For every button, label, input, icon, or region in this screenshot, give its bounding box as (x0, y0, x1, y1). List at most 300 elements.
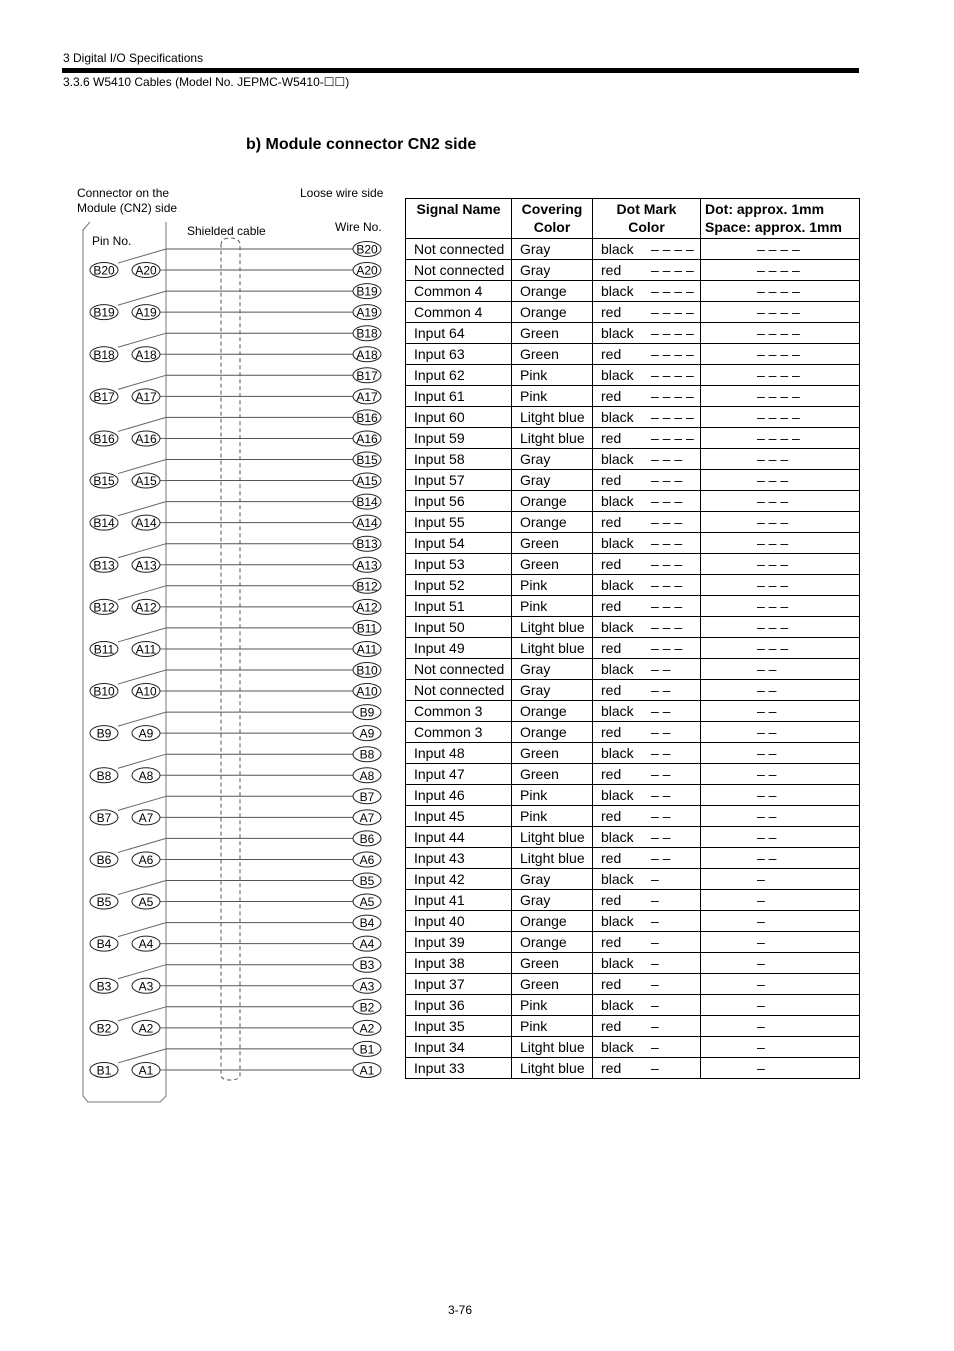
dot-mark-color: black (601, 1039, 634, 1055)
table-row (406, 575, 860, 596)
pin-label-a: A20 (135, 263, 157, 278)
dot-mark-cell (593, 764, 701, 785)
dot-mark-pattern-1: – – (651, 829, 671, 845)
dot-pattern-cell: – – (701, 743, 860, 764)
pin-label-a: A9 (138, 726, 154, 741)
dot-mark-color: black (601, 619, 634, 635)
pin-label-b: B19 (93, 305, 115, 320)
dot-mark-color: red (601, 808, 622, 824)
dot-pattern-cell: – (701, 974, 860, 995)
table-row (406, 533, 860, 554)
dot-mark-color: black (601, 829, 634, 845)
dot-pattern-cell: – – – (701, 617, 860, 638)
wire-number-label: A14 (356, 516, 378, 531)
dot-mark-pattern-1: – – – (651, 472, 683, 488)
dot-pattern-cell: – – – (701, 554, 860, 575)
pin-connect-b (118, 417, 166, 431)
dot-mark-cell (593, 743, 701, 764)
wire-number-label: A19 (356, 305, 378, 320)
wire-number-label: B18 (356, 326, 378, 341)
table-row (406, 722, 860, 743)
table-row (406, 596, 860, 617)
wire-number-label: B1 (359, 1042, 375, 1057)
dot-mark-color: red (601, 976, 622, 992)
signal-name-cell: Input 35 (406, 1016, 512, 1037)
covering-color-cell: Orange (512, 722, 593, 743)
dot-mark-pattern-1: – – (651, 808, 671, 824)
signal-name-cell: Input 58 (406, 449, 512, 470)
wire-number-label: A2 (359, 1021, 375, 1036)
dot-mark-color: black (601, 325, 634, 341)
covering-color-cell: Green (512, 323, 593, 344)
dot-pattern-cell: – (701, 953, 860, 974)
wire-number-label: B17 (356, 368, 378, 383)
covering-color-cell: Orange (512, 281, 593, 302)
dot-mark-cell (593, 1058, 701, 1079)
table-row (406, 281, 860, 302)
dot-mark-color: black (601, 997, 634, 1013)
table-row (406, 638, 860, 659)
dot-pattern-cell: – – – – (701, 428, 860, 449)
pin-label-a: A6 (138, 852, 154, 867)
wire-number-label: B13 (356, 537, 378, 552)
covering-color-cell: Pink (512, 785, 593, 806)
pin-label-b: B9 (96, 726, 112, 741)
dot-mark-cell (593, 617, 701, 638)
dot-mark-pattern-1: – – – – (651, 325, 694, 341)
dot-mark-pattern-1: – – – (651, 619, 683, 635)
wire-number-label: B10 (356, 663, 378, 678)
pin-label-b: B16 (93, 431, 115, 446)
pin-label-b: B12 (93, 600, 115, 615)
covering-color-cell: Pink (512, 1016, 593, 1037)
dot-mark-pattern-1: – – – – (651, 283, 694, 299)
wire-number-label: B19 (356, 284, 378, 299)
table-row (406, 386, 860, 407)
signal-name-cell: Input 50 (406, 617, 512, 638)
signal-name-cell: Common 4 (406, 281, 512, 302)
wire-number-label: A12 (356, 600, 378, 615)
covering-color-cell: Green (512, 764, 593, 785)
wire-number-label: B2 (359, 1000, 375, 1015)
signal-name-cell: Not connected (406, 659, 512, 680)
dot-pattern-cell: – – – (701, 638, 860, 659)
table-row (406, 407, 860, 428)
pin-label-a: A19 (135, 305, 157, 320)
table-body (406, 239, 860, 1079)
dot-mark-cell (593, 932, 701, 953)
dot-mark-color: red (601, 556, 622, 572)
dot-mark-cell (593, 386, 701, 407)
wire-number-label: A10 (356, 684, 378, 699)
wire-number-label: A20 (356, 263, 378, 278)
wire-number-label: B12 (356, 579, 378, 594)
dot-pattern-cell: – – – – (701, 281, 860, 302)
wire-number-label: A15 (356, 474, 378, 489)
dot-mark-color: red (601, 682, 622, 698)
dot-mark-color: black (601, 367, 634, 383)
dot-mark-pattern-1: – – – – (651, 241, 694, 257)
table-row (406, 659, 860, 680)
dot-mark-color: red (601, 892, 622, 908)
covering-color-cell: Litght blue (512, 617, 593, 638)
pin-connect-b (118, 923, 166, 937)
signal-name-cell: Input 55 (406, 512, 512, 533)
dot-mark-pattern-1: – (651, 892, 659, 908)
covering-color-cell: Gray (512, 869, 593, 890)
dot-mark-color: red (601, 934, 622, 950)
dot-mark-pattern-1: – (651, 1018, 659, 1034)
section-header: 3.3.6 W5410 Cables (Model No. JEPMC-W5410-☐☐) (63, 75, 350, 89)
wire-number-label: A5 (359, 895, 375, 910)
pin-label-b: B3 (96, 979, 112, 994)
wire-number-label: B9 (359, 705, 375, 720)
signal-name-cell: Input 36 (406, 995, 512, 1016)
dot-pattern-cell: – (701, 890, 860, 911)
wire-number-label: A18 (356, 347, 378, 362)
dot-mark-pattern-1: – – – (651, 577, 683, 593)
pin-connect-b (118, 1049, 166, 1063)
wire-number-label: B3 (359, 958, 375, 973)
section-title: b) Module connector CN2 side (246, 136, 477, 153)
dot-pattern-cell: – – – (701, 512, 860, 533)
covering-color-cell: Green (512, 953, 593, 974)
dot-mark-pattern-1: – – (651, 850, 671, 866)
dot-pattern-cell: – – – – (701, 407, 860, 428)
dot-pattern-cell: – (701, 932, 860, 953)
dot-mark-cell (593, 596, 701, 617)
pin-label-b: B1 (96, 1063, 112, 1078)
pin-connect-b (118, 249, 166, 263)
covering-color-cell: Orange (512, 911, 593, 932)
dot-mark-cell (593, 491, 701, 512)
covering-color-cell: Green (512, 533, 593, 554)
pin-label-b: B2 (96, 1021, 112, 1036)
covering-color-cell: Gray (512, 449, 593, 470)
dot-pattern-cell: – – (701, 785, 860, 806)
pin-label-a: A5 (138, 895, 154, 910)
wire-number-label: A13 (356, 558, 378, 573)
covering-color-cell: Litght blue (512, 638, 593, 659)
dot-mark-color: black (601, 661, 634, 677)
wire-number-label: A8 (359, 768, 375, 783)
dot-mark-cell (593, 428, 701, 449)
signal-name-cell: Input 54 (406, 533, 512, 554)
signal-name-cell: Input 37 (406, 974, 512, 995)
table-row (406, 470, 860, 491)
signal-name-cell: Input 46 (406, 785, 512, 806)
dot-mark-color: black (601, 871, 634, 887)
pin-connect-b (118, 796, 166, 810)
dot-pattern-cell: – – – – (701, 260, 860, 281)
dot-mark-color: red (601, 514, 622, 530)
table-row (406, 302, 860, 323)
signal-name-cell: Input 49 (406, 638, 512, 659)
dot-pattern-cell: – – – – (701, 386, 860, 407)
dot-mark-pattern-1: – – – (651, 598, 683, 614)
dot-mark-cell (593, 407, 701, 428)
dot-mark-cell (593, 659, 701, 680)
pin-label-a: A8 (138, 768, 154, 783)
covering-color-cell: Gray (512, 659, 593, 680)
table-row (406, 239, 860, 260)
dot-mark-color: red (601, 640, 622, 656)
dot-pattern-cell: – – (701, 827, 860, 848)
table-row (406, 1016, 860, 1037)
dot-mark-pattern-1: – – – (651, 535, 683, 551)
signal-name-cell: Input 41 (406, 890, 512, 911)
table-row (406, 1037, 860, 1058)
dot-mark-cell (593, 323, 701, 344)
dot-pattern-cell: – – (701, 848, 860, 869)
pin-connect-b (118, 1007, 166, 1021)
pin-label-a: A3 (138, 979, 154, 994)
table-row (406, 680, 860, 701)
signal-name-cell: Input 33 (406, 1058, 512, 1079)
dot-mark-color: red (601, 598, 622, 614)
signal-name-cell: Common 4 (406, 302, 512, 323)
pin-connect-b (118, 375, 166, 389)
wire-no-label: Wire No. (335, 220, 382, 234)
dot-mark-cell (593, 239, 701, 260)
table-row (406, 953, 860, 974)
dot-mark-pattern-1: – – (651, 724, 671, 740)
header-signal-name: Signal Name (406, 199, 512, 239)
pin-label-a: A14 (135, 516, 157, 531)
dot-pattern-cell: – – (701, 680, 860, 701)
signal-name-cell: Input 48 (406, 743, 512, 764)
signal-name-cell: Common 3 (406, 701, 512, 722)
table-row (406, 554, 860, 575)
dot-mark-pattern-1: – (651, 1060, 659, 1076)
connector-label-line1: Connector on the (77, 186, 170, 200)
dot-pattern-cell: – (701, 1016, 860, 1037)
dot-mark-pattern-1: – (651, 955, 659, 971)
wire-number-label: A7 (359, 810, 375, 825)
wire-number-label: B6 (359, 831, 375, 846)
table-row (406, 785, 860, 806)
covering-color-cell: Orange (512, 491, 593, 512)
covering-color-cell: Litght blue (512, 1058, 593, 1079)
dot-mark-pattern-1: – (651, 1039, 659, 1055)
covering-color-cell: Litght blue (512, 1037, 593, 1058)
dot-mark-pattern-1: – (651, 997, 659, 1013)
dot-mark-cell (593, 512, 701, 533)
dot-mark-pattern-1: – (651, 976, 659, 992)
wire-number-label: B11 (356, 621, 378, 636)
signal-name-cell: Input 38 (406, 953, 512, 974)
table-row (406, 260, 860, 281)
dot-pattern-cell: – – (701, 764, 860, 785)
signal-name-cell: Input 57 (406, 470, 512, 491)
wire-number-label: A16 (356, 431, 378, 446)
signal-name-cell: Common 3 (406, 722, 512, 743)
dot-mark-cell (593, 806, 701, 827)
dot-mark-color: black (601, 283, 634, 299)
dot-mark-cell (593, 680, 701, 701)
dot-mark-color: black (601, 955, 634, 971)
table-row (406, 911, 860, 932)
dot-pattern-cell: – – – (701, 491, 860, 512)
pin-label-b: B13 (93, 558, 115, 573)
covering-color-cell: Gray (512, 890, 593, 911)
dot-mark-color: black (601, 703, 634, 719)
pin-label-b: B15 (93, 474, 115, 489)
wire-number-label: A1 (359, 1063, 375, 1078)
signal-name-cell: Not connected (406, 260, 512, 281)
signal-name-cell: Input 51 (406, 596, 512, 617)
covering-color-cell: Pink (512, 365, 593, 386)
dot-mark-cell (593, 869, 701, 890)
dot-pattern-cell: – – – – (701, 344, 860, 365)
pin-label-b: B8 (96, 768, 112, 783)
table-row (406, 701, 860, 722)
dot-pattern-cell: – – – (701, 575, 860, 596)
signal-name-cell: Not connected (406, 239, 512, 260)
wire-number-label: A4 (359, 937, 375, 952)
dot-mark-color: red (601, 724, 622, 740)
dot-mark-color: red (601, 262, 622, 278)
dot-pattern-cell: – – (701, 722, 860, 743)
dot-mark-cell (593, 365, 701, 386)
covering-color-cell: Green (512, 554, 593, 575)
covering-color-cell: Green (512, 743, 593, 764)
covering-color-cell: Litght blue (512, 428, 593, 449)
signal-name-cell: Input 64 (406, 323, 512, 344)
dot-mark-pattern-1: – – – – (651, 430, 694, 446)
signal-name-cell: Input 60 (406, 407, 512, 428)
dot-mark-color: red (601, 388, 622, 404)
signal-name-cell: Input 40 (406, 911, 512, 932)
wire-number-label: A17 (356, 389, 378, 404)
pin-label-b: B11 (93, 642, 115, 657)
signal-name-cell: Input 63 (406, 344, 512, 365)
table-row (406, 995, 860, 1016)
covering-color-cell: Pink (512, 806, 593, 827)
pin-connect-b (118, 838, 166, 852)
dot-mark-cell (593, 554, 701, 575)
dot-mark-color: red (601, 1018, 622, 1034)
dot-mark-cell (593, 890, 701, 911)
pin-label-b: B6 (96, 852, 112, 867)
pin-label-b: B5 (96, 895, 112, 910)
dot-mark-pattern-1: – (651, 871, 659, 887)
signal-name-cell: Input 44 (406, 827, 512, 848)
dot-pattern-cell: – – – (701, 449, 860, 470)
dot-mark-color: black (601, 535, 634, 551)
dot-mark-color: black (601, 787, 634, 803)
dot-mark-pattern-1: – – – (651, 514, 683, 530)
pin-label-a: A13 (135, 558, 157, 573)
signal-table (405, 198, 860, 1079)
covering-color-cell: Litght blue (512, 407, 593, 428)
covering-color-cell: Gray (512, 260, 593, 281)
dot-mark-pattern-1: – – – – (651, 388, 694, 404)
signal-name-cell: Input 59 (406, 428, 512, 449)
header-covering-color: Covering Color (512, 199, 593, 239)
dot-mark-color: red (601, 346, 622, 362)
table-row (406, 890, 860, 911)
dot-mark-pattern-1: – (651, 913, 659, 929)
table-row (406, 617, 860, 638)
table-row (406, 869, 860, 890)
dot-mark-cell (593, 995, 701, 1016)
wire-number-label: B7 (359, 789, 375, 804)
dot-mark-color: black (601, 745, 634, 761)
pin-label-b: B14 (93, 516, 115, 531)
table-row (406, 365, 860, 386)
wire-number-label: B8 (359, 747, 375, 762)
dot-mark-cell (593, 344, 701, 365)
dot-mark-pattern-1: – – – – (651, 346, 694, 362)
pin-label-b: B20 (93, 263, 115, 278)
dot-mark-pattern-1: – (651, 934, 659, 950)
dot-mark-cell (593, 722, 701, 743)
dot-mark-color: black (601, 913, 634, 929)
table-row (406, 449, 860, 470)
wire-number-label: B20 (356, 242, 378, 257)
dot-mark-pattern-1: – – – – (651, 262, 694, 278)
wire-number-label: B4 (359, 916, 375, 931)
dot-mark-pattern-1: – – – – (651, 409, 694, 425)
dot-mark-pattern-1: – – (651, 682, 671, 698)
dot-mark-pattern-1: – – – (651, 640, 683, 656)
chapter-header: 3 Digital I/O Specifications (63, 51, 204, 65)
pin-connect-b (118, 333, 166, 347)
dot-mark-cell (593, 827, 701, 848)
dot-mark-cell (593, 260, 701, 281)
pin-label-b: B17 (93, 389, 115, 404)
dot-mark-color: red (601, 1060, 622, 1076)
pin-connect-b (118, 586, 166, 600)
dot-pattern-cell: – – (701, 659, 860, 680)
covering-color-cell: Orange (512, 512, 593, 533)
covering-color-cell: Gray (512, 680, 593, 701)
dot-pattern-cell: – (701, 1037, 860, 1058)
covering-color-cell: Litght blue (512, 827, 593, 848)
wire-number-label: A3 (359, 979, 375, 994)
covering-color-cell: Pink (512, 575, 593, 596)
covering-color-cell: Green (512, 344, 593, 365)
dot-mark-cell (593, 533, 701, 554)
shielded-cable-label: Shielded cable (187, 224, 266, 238)
signal-name-cell: Input 61 (406, 386, 512, 407)
dot-mark-cell (593, 302, 701, 323)
pin-connect-b (118, 712, 166, 726)
dot-mark-cell (593, 785, 701, 806)
pin-label-a: A12 (135, 600, 157, 615)
signal-name-cell: Input 53 (406, 554, 512, 575)
pin-label-a: A2 (138, 1021, 154, 1036)
dot-mark-cell (593, 449, 701, 470)
page-number: 3-76 (448, 1303, 473, 1317)
dot-mark-cell (593, 1037, 701, 1058)
pin-connect-b (118, 460, 166, 474)
dot-pattern-cell: – – – (701, 470, 860, 491)
table-row (406, 764, 860, 785)
signal-name-cell: Input 62 (406, 365, 512, 386)
dot-pattern-cell: – – (701, 806, 860, 827)
dot-mark-cell (593, 701, 701, 722)
dot-mark-pattern-1: – – – (651, 493, 683, 509)
dot-pattern-cell: – (701, 911, 860, 932)
covering-color-cell: Gray (512, 239, 593, 260)
pin-label-b: B7 (96, 810, 112, 825)
pin-label-b: B10 (93, 684, 115, 699)
covering-color-cell: Pink (512, 995, 593, 1016)
dot-mark-cell (593, 974, 701, 995)
dot-pattern-cell: – – – – (701, 323, 860, 344)
